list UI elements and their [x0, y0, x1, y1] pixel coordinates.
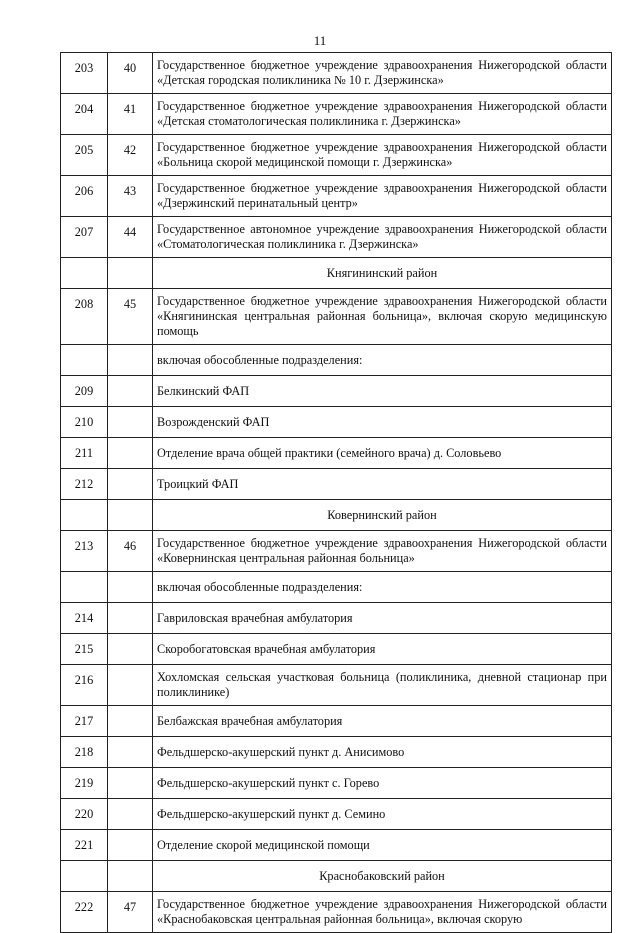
- sub-number: 43: [108, 176, 153, 217]
- registry-table: [60, 52, 612, 933]
- table-row: [61, 572, 612, 603]
- subdivision-name: Возрожденский ФАП: [153, 407, 612, 438]
- sub-number: [108, 799, 153, 830]
- row-number: 222: [61, 892, 108, 933]
- subdivision-name: Отделение врача общей практики (семейного врача) д. Соловьево: [153, 438, 612, 469]
- table-row: [61, 531, 612, 572]
- row-number: 217: [61, 706, 108, 737]
- table-row: [61, 830, 612, 861]
- institution-name: Государственное бюджетное учреждение здравоохранения Нижегородской области «Дзержинский перинатальный центр»: [153, 176, 612, 217]
- table-row: [61, 345, 612, 376]
- row-number: 219: [61, 768, 108, 799]
- institution-name: Государственное бюджетное учреждение здравоохранения Нижегородской области «Ковернинская центральная районная больница»: [153, 531, 612, 572]
- row-number: 205: [61, 135, 108, 176]
- sub-number: 41: [108, 94, 153, 135]
- table-row: [61, 438, 612, 469]
- sub-number: [108, 345, 153, 376]
- sub-number: [108, 407, 153, 438]
- table-row: [61, 768, 612, 799]
- row-number: [61, 861, 108, 892]
- table-row: [61, 799, 612, 830]
- table-row: [61, 217, 612, 258]
- district-heading: Княгининский район: [153, 258, 612, 289]
- subdivision-name: Хохломская сельская участковая больница (поликлиника, дневной стационар при поликлинике): [153, 665, 612, 706]
- sub-number: 46: [108, 531, 153, 572]
- institution-name: Государственное бюджетное учреждение здравоохранения Нижегородской области «Больница скорой медицинской помощи г. Дзержинска»: [153, 135, 612, 176]
- row-number: 218: [61, 737, 108, 768]
- institution-name: Государственное бюджетное учреждение здравоохранения Нижегородской области «Краснобаковская центральная районная больница», включая скорую: [153, 892, 612, 933]
- subdivision-name: Фельдшерско-акушерский пункт с. Горево: [153, 768, 612, 799]
- table-row: [61, 176, 612, 217]
- table-row: [61, 53, 612, 94]
- sub-number: [108, 258, 153, 289]
- subdivision-name: Фельдшерско-акушерский пункт д. Анисимово: [153, 737, 612, 768]
- row-number: [61, 258, 108, 289]
- subdivisions-note: включая обособленные подразделения:: [153, 572, 612, 603]
- sub-number: 47: [108, 892, 153, 933]
- table-row: [61, 892, 612, 933]
- row-number: 203: [61, 53, 108, 94]
- table-row: [61, 469, 612, 500]
- sub-number: [108, 665, 153, 706]
- row-number: 208: [61, 289, 108, 345]
- institution-name: Государственное бюджетное учреждение здравоохранения Нижегородской области «Княгининская центральная районная больница», включая скорую медицинскую помощь: [153, 289, 612, 345]
- sub-number: [108, 572, 153, 603]
- sub-number: [108, 706, 153, 737]
- sub-number: [108, 438, 153, 469]
- sub-number: [108, 768, 153, 799]
- district-heading: Краснобаковский район: [153, 861, 612, 892]
- district-heading: Ковернинский район: [153, 500, 612, 531]
- row-number: 206: [61, 176, 108, 217]
- row-number: 214: [61, 603, 108, 634]
- row-number: [61, 345, 108, 376]
- sub-number: [108, 469, 153, 500]
- sub-number: [108, 737, 153, 768]
- row-number: 204: [61, 94, 108, 135]
- table-row: [61, 407, 612, 438]
- row-number: [61, 572, 108, 603]
- institution-name: Государственное автономное учреждение здравоохранения Нижегородской области «Стоматологическая поликлиника г. Дзержинска»: [153, 217, 612, 258]
- table-row: [61, 706, 612, 737]
- sub-number: [108, 603, 153, 634]
- row-number: 221: [61, 830, 108, 861]
- subdivision-name: Скоробогатовская врачебная амбулатория: [153, 634, 612, 665]
- institution-name: Государственное бюджетное учреждение здравоохранения Нижегородской области «Детская стоматологическая поликлиника г. Дзержинска»: [153, 94, 612, 135]
- row-number: 212: [61, 469, 108, 500]
- section-row: [61, 258, 612, 289]
- sub-number: [108, 830, 153, 861]
- table-row: [61, 603, 612, 634]
- sub-number: [108, 376, 153, 407]
- section-row: [61, 861, 612, 892]
- sub-number: 40: [108, 53, 153, 94]
- row-number: 209: [61, 376, 108, 407]
- sub-number: 45: [108, 289, 153, 345]
- table-row: [61, 737, 612, 768]
- row-number: 210: [61, 407, 108, 438]
- table-row: [61, 289, 612, 345]
- subdivision-name: Гавриловская врачебная амбулатория: [153, 603, 612, 634]
- row-number: 213: [61, 531, 108, 572]
- table-row: [61, 135, 612, 176]
- table-row: [61, 665, 612, 706]
- subdivision-name: Белбажская врачебная амбулатория: [153, 706, 612, 737]
- row-number: 207: [61, 217, 108, 258]
- subdivision-name: Фельдшерско-акушерский пункт д. Семино: [153, 799, 612, 830]
- table-row: [61, 94, 612, 135]
- subdivision-name: Троицкий ФАП: [153, 469, 612, 500]
- sub-number: 42: [108, 135, 153, 176]
- table-row: [61, 376, 612, 407]
- subdivision-name: Белкинский ФАП: [153, 376, 612, 407]
- section-row: [61, 500, 612, 531]
- table-row: [61, 634, 612, 665]
- row-number: 220: [61, 799, 108, 830]
- row-number: 211: [61, 438, 108, 469]
- sub-number: 44: [108, 217, 153, 258]
- row-number: [61, 500, 108, 531]
- sub-number: [108, 500, 153, 531]
- page-number: 11: [313, 33, 327, 48]
- sub-number: [108, 861, 153, 892]
- subdivisions-note: включая обособленные подразделения:: [153, 345, 612, 376]
- row-number: 216: [61, 665, 108, 706]
- institution-name: Государственное бюджетное учреждение здравоохранения Нижегородской области «Детская городская поликлиника № 10 г. Дзержинска»: [153, 53, 612, 94]
- subdivision-name: Отделение скорой медицинской помощи: [153, 830, 612, 861]
- row-number: 215: [61, 634, 108, 665]
- sub-number: [108, 634, 153, 665]
